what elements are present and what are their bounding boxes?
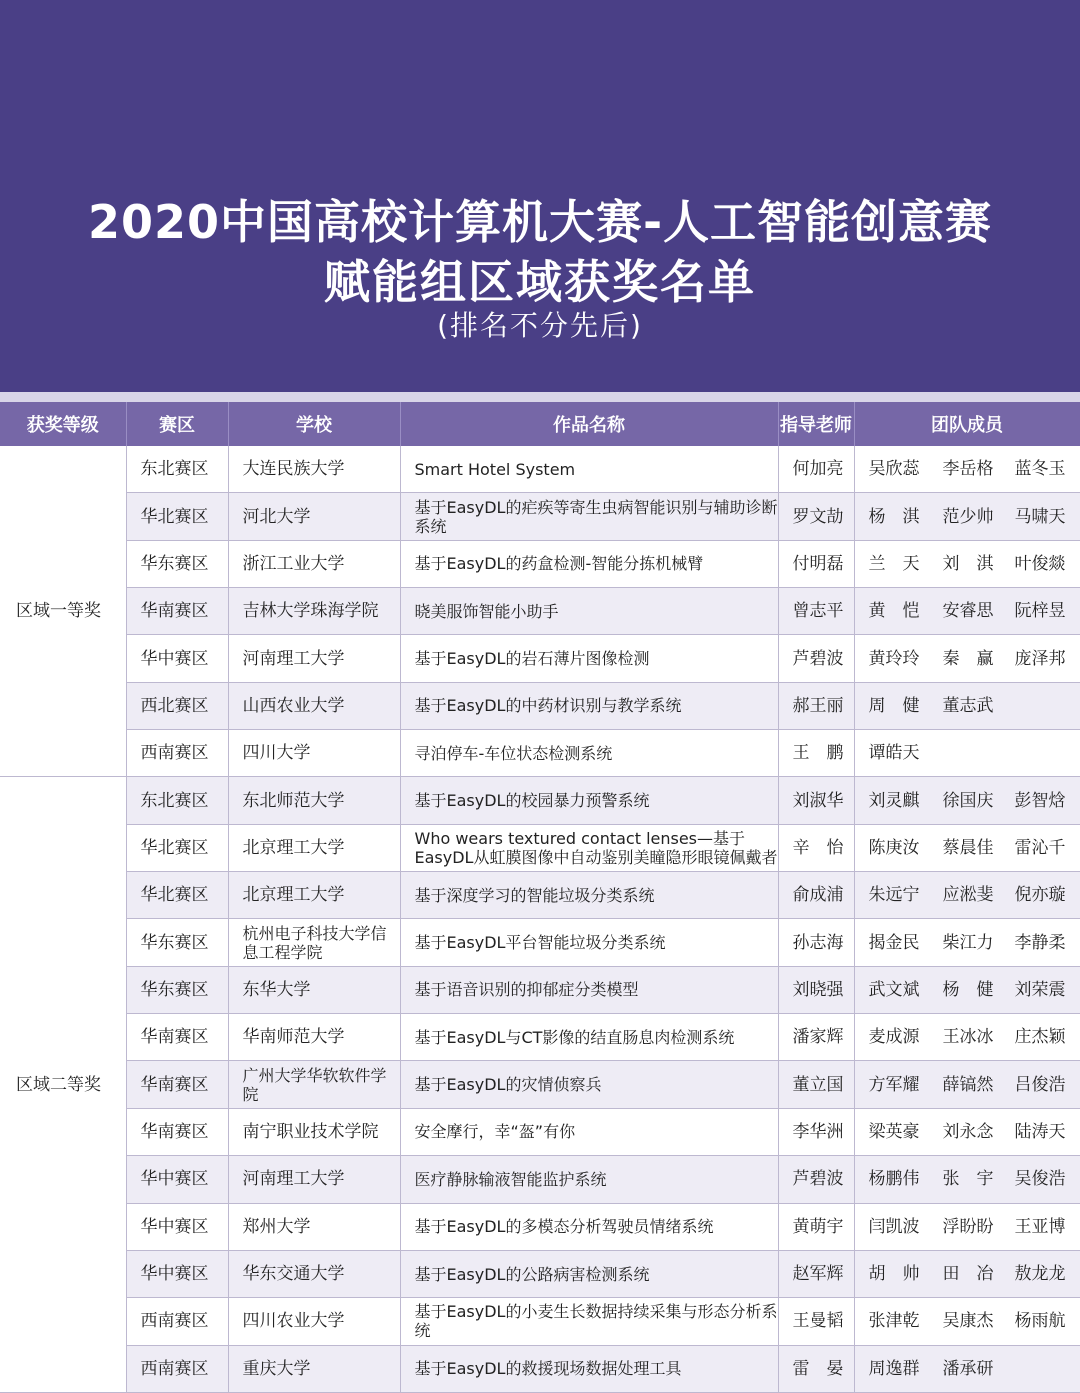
team-member: 兰 天 <box>868 553 920 574</box>
team-member: 陈庚汝 <box>868 837 920 858</box>
team-member: 王冰冰 <box>942 1027 994 1048</box>
team-member: 梁英豪 <box>868 1121 920 1142</box>
team-member: 吴俊浩 <box>1014 1169 1066 1190</box>
team-member: 刘荣震 <box>1014 979 1066 1000</box>
work-title-cell: Smart Hotel System <box>400 446 778 493</box>
school-cell: 华南师范大学 <box>228 1014 400 1061</box>
region-cell: 华南赛区 <box>126 1061 228 1108</box>
team-member: 庄杰颖 <box>1014 1027 1066 1048</box>
team-member: 李岳格 <box>942 459 994 480</box>
table-row <box>0 872 1080 919</box>
table-row <box>0 1061 1080 1108</box>
teacher-cell: 刘晓强 <box>778 966 854 1013</box>
team-members-cell <box>854 919 1080 966</box>
team-member: 秦 赢 <box>942 648 994 669</box>
region-cell: 华南赛区 <box>126 588 228 635</box>
team-member: 范少帅 <box>942 506 994 527</box>
team-member: 蔡晨佳 <box>942 837 994 858</box>
table-row <box>0 730 1080 777</box>
team-member: 刘 淇 <box>942 553 994 574</box>
team-members-cell <box>854 1203 1080 1250</box>
team-member: 陆涛天 <box>1014 1121 1066 1142</box>
table-row <box>0 493 1080 540</box>
team-member: 黄玲玲 <box>868 648 920 669</box>
team-member: 雷沁千 <box>1014 837 1066 858</box>
work-title-cell: 基于EasyDL的中药材识别与教学系统 <box>400 682 778 729</box>
column-header-school: 学校 <box>228 402 400 446</box>
teacher-cell: 黄萌宇 <box>778 1203 854 1250</box>
team-member: 张津乾 <box>868 1311 920 1332</box>
region-cell: 华北赛区 <box>126 872 228 919</box>
table-row <box>0 777 1080 824</box>
region-cell: 华北赛区 <box>126 493 228 540</box>
team-member: 应淞斐 <box>942 885 994 906</box>
school-cell: 北京理工大学 <box>228 824 400 871</box>
work-title-cell: 寻泊停车-车位状态检测系统 <box>400 730 778 777</box>
team-members-cell <box>854 966 1080 1013</box>
award-level-cell: 区域二等奖 <box>0 777 126 1392</box>
team-member: 叶俊燚 <box>1014 553 1066 574</box>
team-member: 吕俊浩 <box>1014 1074 1066 1095</box>
school-cell: 四川大学 <box>228 730 400 777</box>
table-row <box>0 1108 1080 1155</box>
work-title-cell: 基于EasyDL与CT影像的结直肠息肉检测系统 <box>400 1014 778 1061</box>
teacher-cell: 付明磊 <box>778 540 854 587</box>
region-cell: 西北赛区 <box>126 682 228 729</box>
team-members-cell <box>854 872 1080 919</box>
team-member: 杨雨航 <box>1014 1311 1066 1332</box>
page-subtitle-title: 赋能组区域获奖名单 <box>324 255 756 309</box>
region-cell: 华南赛区 <box>126 1014 228 1061</box>
team-member: 黄 恺 <box>868 601 920 622</box>
award-level-cell: 区域一等奖 <box>0 446 126 777</box>
team-member: 彭智焓 <box>1014 790 1066 811</box>
team-member: 安睿思 <box>942 601 994 622</box>
team-member: 武文斌 <box>868 979 920 1000</box>
region-cell: 华中赛区 <box>126 635 228 682</box>
awards-table <box>0 402 1080 1393</box>
banner-divider <box>0 392 1080 402</box>
team-members-cell <box>854 635 1080 682</box>
teacher-cell: 王曼韬 <box>778 1298 854 1345</box>
region-cell: 华中赛区 <box>126 1156 228 1203</box>
work-title-cell: 基于EasyDL平台智能垃圾分类系统 <box>400 919 778 966</box>
column-header-teacher: 指导老师 <box>778 402 854 446</box>
table-row <box>0 446 1080 493</box>
table-row <box>0 540 1080 587</box>
teacher-cell: 罗文劼 <box>778 493 854 540</box>
team-member: 吴欣蕊 <box>868 459 920 480</box>
team-member: 田 冶 <box>942 1264 994 1285</box>
school-cell: 郑州大学 <box>228 1203 400 1250</box>
team-member: 杨 淇 <box>868 506 920 527</box>
table-header-row <box>0 402 1080 446</box>
region-cell: 华东赛区 <box>126 540 228 587</box>
team-members-cell <box>854 1014 1080 1061</box>
school-cell: 北京理工大学 <box>228 872 400 919</box>
table-row <box>0 1345 1080 1392</box>
teacher-cell: 赵军辉 <box>778 1250 854 1297</box>
team-member: 方军耀 <box>868 1074 920 1095</box>
table-row <box>0 635 1080 682</box>
ranking-note: (排名不分先后) <box>437 309 643 342</box>
team-members-cell <box>854 1250 1080 1297</box>
school-cell: 吉林大学珠海学院 <box>228 588 400 635</box>
school-cell: 南宁职业技术学院 <box>228 1108 400 1155</box>
region-cell: 东北赛区 <box>126 777 228 824</box>
table-row <box>0 1014 1080 1061</box>
team-member: 敖龙龙 <box>1014 1264 1066 1285</box>
school-cell: 杭州电子科技大学信息工程学院 <box>228 919 400 966</box>
team-member: 吴康杰 <box>942 1311 994 1332</box>
team-members-cell <box>854 1108 1080 1155</box>
team-member: 蓝冬玉 <box>1014 459 1066 480</box>
region-cell: 华南赛区 <box>126 1108 228 1155</box>
work-title-cell: 基于EasyDL的药盒检测-智能分拣机械臂 <box>400 540 778 587</box>
teacher-cell: 俞成浦 <box>778 872 854 919</box>
team-members-cell <box>854 588 1080 635</box>
table-row <box>0 824 1080 871</box>
teacher-cell: 刘淑华 <box>778 777 854 824</box>
region-cell: 华东赛区 <box>126 966 228 1013</box>
work-title-cell: 基于EasyDL的疟疾等寄生虫病智能识别与辅助诊断系统 <box>400 493 778 540</box>
column-header-work: 作品名称 <box>400 402 778 446</box>
school-cell: 重庆大学 <box>228 1345 400 1392</box>
teacher-cell: 芦碧波 <box>778 1156 854 1203</box>
school-cell: 东华大学 <box>228 966 400 1013</box>
team-member: 薛镐然 <box>942 1074 994 1095</box>
school-cell: 华东交通大学 <box>228 1250 400 1297</box>
work-title-cell: 基于EasyDL的灾情侦察兵 <box>400 1061 778 1108</box>
title-banner <box>0 0 1080 392</box>
team-member: 浮盼盼 <box>942 1216 994 1237</box>
school-cell: 山西农业大学 <box>228 682 400 729</box>
region-cell: 华中赛区 <box>126 1250 228 1297</box>
team-member: 周逸群 <box>868 1358 920 1379</box>
region-cell: 华中赛区 <box>126 1203 228 1250</box>
school-cell: 河北大学 <box>228 493 400 540</box>
column-header-region: 赛区 <box>126 402 228 446</box>
work-title-cell: 基于深度学习的智能垃圾分类系统 <box>400 872 778 919</box>
team-member: 刘灵麒 <box>868 790 920 811</box>
table-row <box>0 588 1080 635</box>
team-member: 李静柔 <box>1014 932 1066 953</box>
school-cell: 四川农业大学 <box>228 1298 400 1345</box>
teacher-cell: 潘家辉 <box>778 1014 854 1061</box>
team-member: 马啸天 <box>1014 506 1066 527</box>
work-title-cell: 基于EasyDL的校园暴力预警系统 <box>400 777 778 824</box>
team-member: 周 健 <box>868 695 920 716</box>
table-row <box>0 1298 1080 1345</box>
team-member: 庞泽邦 <box>1014 648 1066 669</box>
school-cell: 河南理工大学 <box>228 635 400 682</box>
table-row <box>0 1203 1080 1250</box>
team-members-cell <box>854 1061 1080 1108</box>
team-member: 朱远宁 <box>868 885 920 906</box>
region-cell: 华北赛区 <box>126 824 228 871</box>
school-cell: 浙江工业大学 <box>228 540 400 587</box>
table-row <box>0 1156 1080 1203</box>
team-member: 徐国庆 <box>942 790 994 811</box>
work-title-cell: 基于EasyDL的救援现场数据处理工具 <box>400 1345 778 1392</box>
team-member: 潘承研 <box>942 1358 994 1379</box>
teacher-cell: 李华洲 <box>778 1108 854 1155</box>
team-member: 揭金民 <box>868 932 920 953</box>
work-title-cell: 医疗静脉输液智能监护系统 <box>400 1156 778 1203</box>
region-cell: 西南赛区 <box>126 1298 228 1345</box>
work-title-cell: 基于EasyDL的公路病害检测系统 <box>400 1250 778 1297</box>
team-member: 倪亦璇 <box>1014 885 1066 906</box>
table-row <box>0 682 1080 729</box>
page-title: 2020中国高校计算机大赛-人工智能创意赛 <box>87 195 993 249</box>
team-members-cell <box>854 824 1080 871</box>
team-members-cell <box>854 540 1080 587</box>
table-row <box>0 966 1080 1013</box>
team-members-cell <box>854 493 1080 540</box>
teacher-cell: 郝王丽 <box>778 682 854 729</box>
region-cell: 华东赛区 <box>126 919 228 966</box>
teacher-cell: 辛 怡 <box>778 824 854 871</box>
team-member: 谭皓天 <box>868 743 920 764</box>
teacher-cell: 曾志平 <box>778 588 854 635</box>
school-cell: 广州大学华软软件学院 <box>228 1061 400 1108</box>
region-cell: 西南赛区 <box>126 730 228 777</box>
team-members-cell <box>854 1345 1080 1392</box>
team-members-cell <box>854 1156 1080 1203</box>
school-cell: 大连民族大学 <box>228 446 400 493</box>
teacher-cell: 孙志海 <box>778 919 854 966</box>
team-members-cell <box>854 777 1080 824</box>
work-title-cell: 基于EasyDL的小麦生长数据持续采集与形态分析系统 <box>400 1298 778 1345</box>
team-member: 胡 帅 <box>868 1264 920 1285</box>
region-cell: 西南赛区 <box>126 1345 228 1392</box>
work-title-cell: Who wears textured contact lenses—基于EasyDL从虹膜图像中自动鉴别美瞳隐形眼镜佩戴者 <box>400 824 778 871</box>
table-body <box>0 446 1080 1392</box>
school-cell: 东北师范大学 <box>228 777 400 824</box>
team-member: 阮梓昱 <box>1014 601 1066 622</box>
team-members-cell <box>854 446 1080 493</box>
work-title-cell: 安全摩行，幸“盔”有你 <box>400 1108 778 1155</box>
table-row <box>0 919 1080 966</box>
work-title-cell: 基于EasyDL的岩石薄片图像检测 <box>400 635 778 682</box>
teacher-cell: 王 鹏 <box>778 730 854 777</box>
team-member: 麦成源 <box>868 1027 920 1048</box>
team-member: 杨 健 <box>942 979 994 1000</box>
work-title-cell: 基于EasyDL的多模态分析驾驶员情绪系统 <box>400 1203 778 1250</box>
team-member: 张 宇 <box>942 1169 994 1190</box>
team-members-cell <box>854 1298 1080 1345</box>
teacher-cell: 何加亮 <box>778 446 854 493</box>
team-members-cell <box>854 682 1080 729</box>
teacher-cell: 董立国 <box>778 1061 854 1108</box>
column-header-members: 团队成员 <box>854 402 1080 446</box>
team-member: 董志武 <box>942 695 994 716</box>
team-member: 闫凯波 <box>868 1216 920 1237</box>
team-member: 杨鹏伟 <box>868 1169 920 1190</box>
team-member: 刘永念 <box>942 1121 994 1142</box>
teacher-cell: 芦碧波 <box>778 635 854 682</box>
school-cell: 河南理工大学 <box>228 1156 400 1203</box>
work-title-cell: 晓美服饰智能小助手 <box>400 588 778 635</box>
team-member: 柴江力 <box>942 932 994 953</box>
work-title-cell: 基于语音识别的抑郁症分类模型 <box>400 966 778 1013</box>
table-row <box>0 1250 1080 1297</box>
teacher-cell: 雷 晏 <box>778 1345 854 1392</box>
column-header-award: 获奖等级 <box>0 402 126 446</box>
team-members-cell <box>854 730 1080 777</box>
region-cell: 东北赛区 <box>126 446 228 493</box>
team-member: 王亚博 <box>1014 1216 1066 1237</box>
